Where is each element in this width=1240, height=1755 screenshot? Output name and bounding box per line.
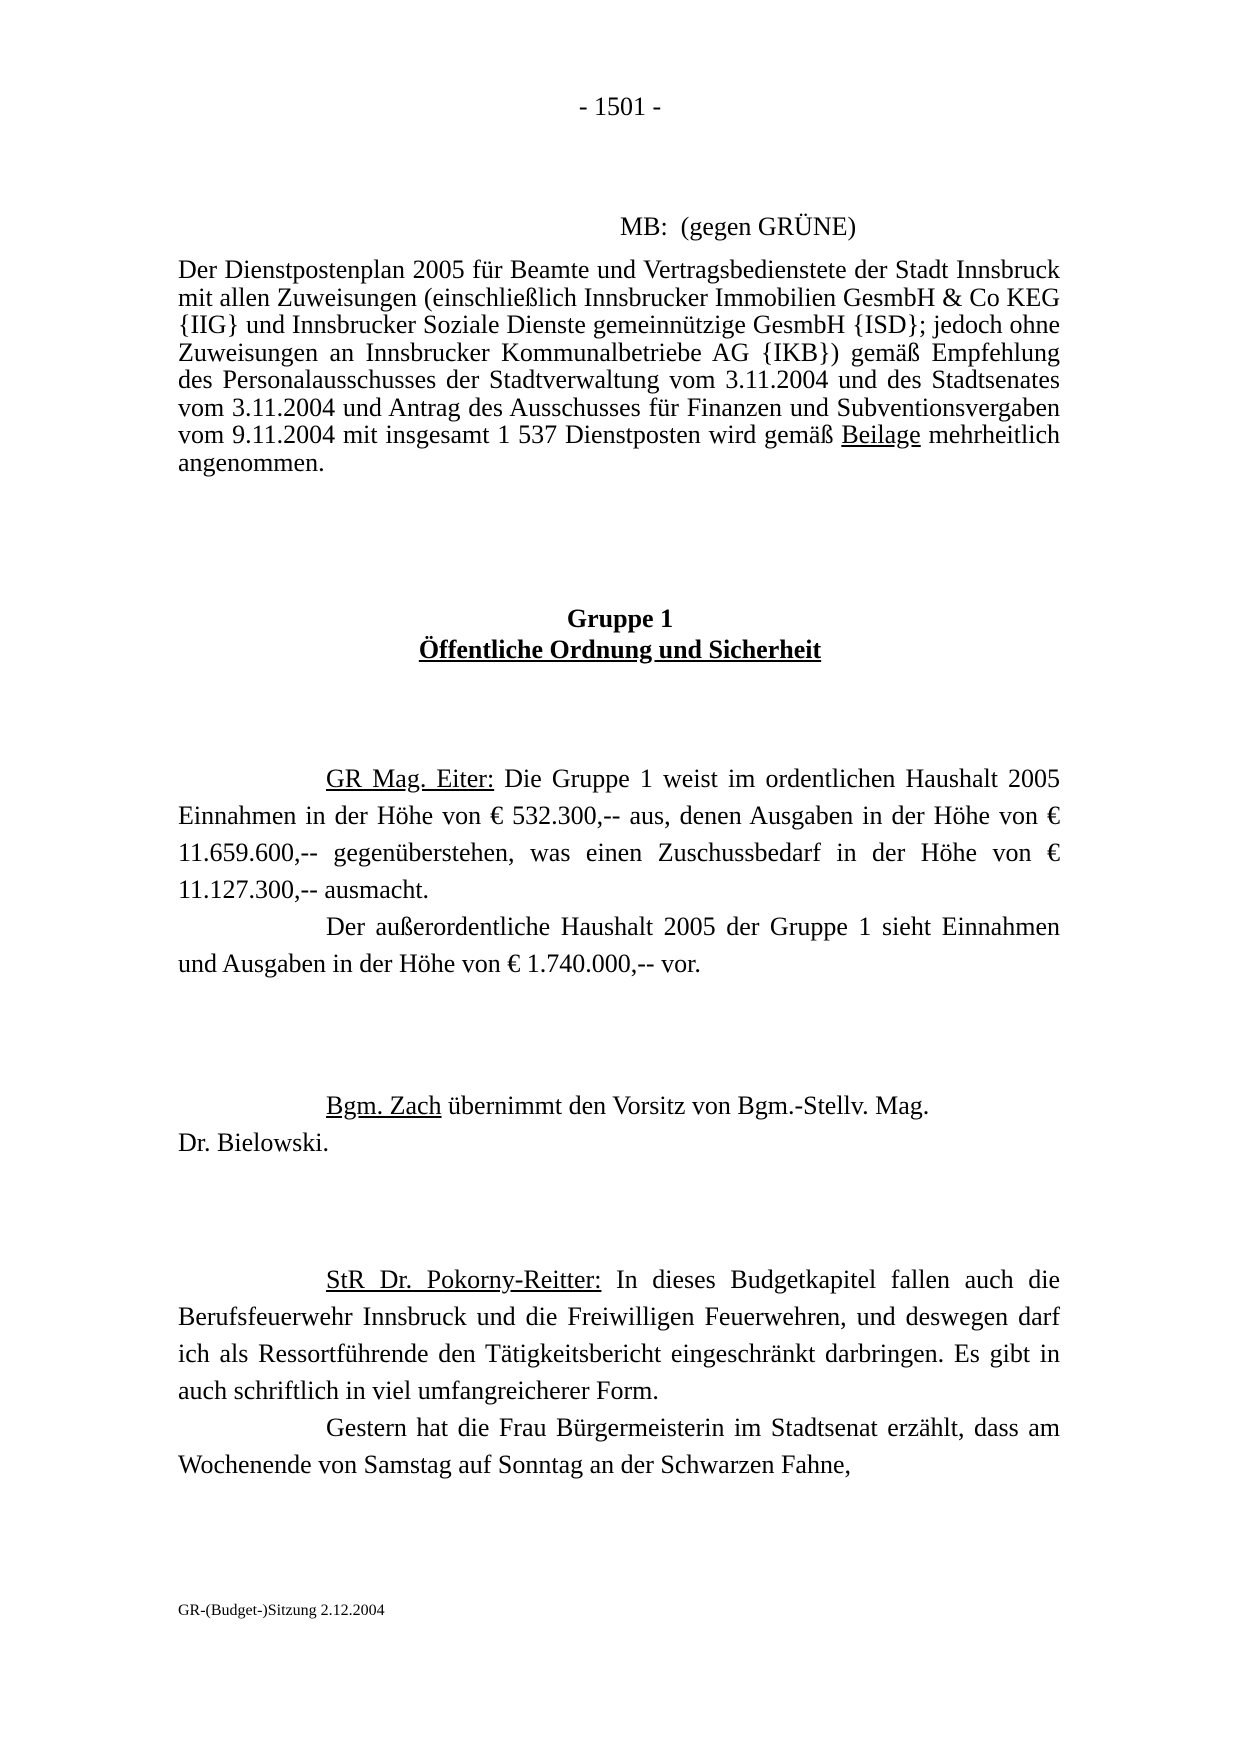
resolution-text-before: Der Dienstpostenplan 2005 für Beamte und Vertragsbedienstete der Stadt Innsbruck mit allen Zuweisungen (einschließlich Innsbrucker Immobilien GesmbH & Co KEG {IIG} und Innsbrucker Soziale Dienste gemeinnützige GesmbH {ISD}; jedoch ohne Zuweisungen an Innsbrucker Kommunalbetriebe AG {IKB}) gemäß Empfehlung des Personalausschusses der Stadtverwaltung vom 3.11.2004 und des Stadtsenates vom 3.11.2004 und Antrag des Ausschusses für Finanzen und Subventionsvergaben vom 9.11.2004 mit insgesamt 1 537 Dienstposten wird gemäß bbox=[178, 255, 1060, 449]
chair-change-text: übernimmt den Vorsitz von Bgm.-Stellv. Mag. bbox=[441, 1091, 930, 1120]
chair-name: Bgm. Zach bbox=[326, 1091, 442, 1120]
resolution-text-after: mehrheitlich angenommen. bbox=[178, 420, 1060, 477]
speech-pokorny bbox=[178, 1261, 1060, 1409]
chair-change-line-2: Dr. Bielowski. bbox=[178, 1128, 329, 1157]
group-title: Gruppe 1 bbox=[566, 604, 674, 633]
speaker-pokorny: StR Dr. Pokorny-Reitter: bbox=[326, 1265, 602, 1294]
speech-pokorny-text: In dieses Budgetkapitel fallen auch die Berufsfeuerwehr Innsbruck und die Freiwilligen Feuerwehren, und deswegen darf ich als Ressortführende den Tätigkeitsbericht eingeschränkt darbringen. Es gibt in auch schriftlich in viel umfangreicherer Form. bbox=[178, 1265, 1060, 1405]
footer: GR-(Budget-)Sitzung 2.12.2004 bbox=[178, 1602, 385, 1619]
chair-change bbox=[178, 1087, 1060, 1124]
speech-eiter bbox=[178, 760, 1060, 908]
page-number: - 1501 - bbox=[578, 92, 662, 121]
group-heading bbox=[0, 603, 1240, 665]
vote-result: MB: (gegen GRÜNE) bbox=[620, 212, 857, 241]
speaker-eiter: GR Mag. Eiter: bbox=[326, 764, 495, 793]
attachment-link[interactable]: Beilage bbox=[841, 420, 921, 449]
speech-eiter-text: Die Gruppe 1 weist im ordentlichen Haushalt 2005 Einnahmen in der Höhe von € 532.300,-- aus, denen Ausgaben in der Höhe von € 11.659.600,-- gegenüberstehen, was einen Zuschussbedarf in der Höhe von € 11.127.300,-- ausmacht. bbox=[178, 764, 1061, 904]
resolution-text bbox=[178, 256, 1060, 476]
speech-pokorny-paragraph-2: Gestern hat die Frau Bürgermeisterin im Stadtsenat erzählt, dass am Wochenende von Samstag auf Sonntag an der Schwarzen Fahne, bbox=[178, 1413, 1060, 1479]
speech-eiter-paragraph-2: Der außerordentliche Haushalt 2005 der Gruppe 1 sieht Einnahmen und Ausgaben in der Höhe von € 1.740.000,-- vor. bbox=[178, 912, 1060, 978]
group-subtitle: Öffentliche Ordnung und Sicherheit bbox=[418, 635, 822, 664]
